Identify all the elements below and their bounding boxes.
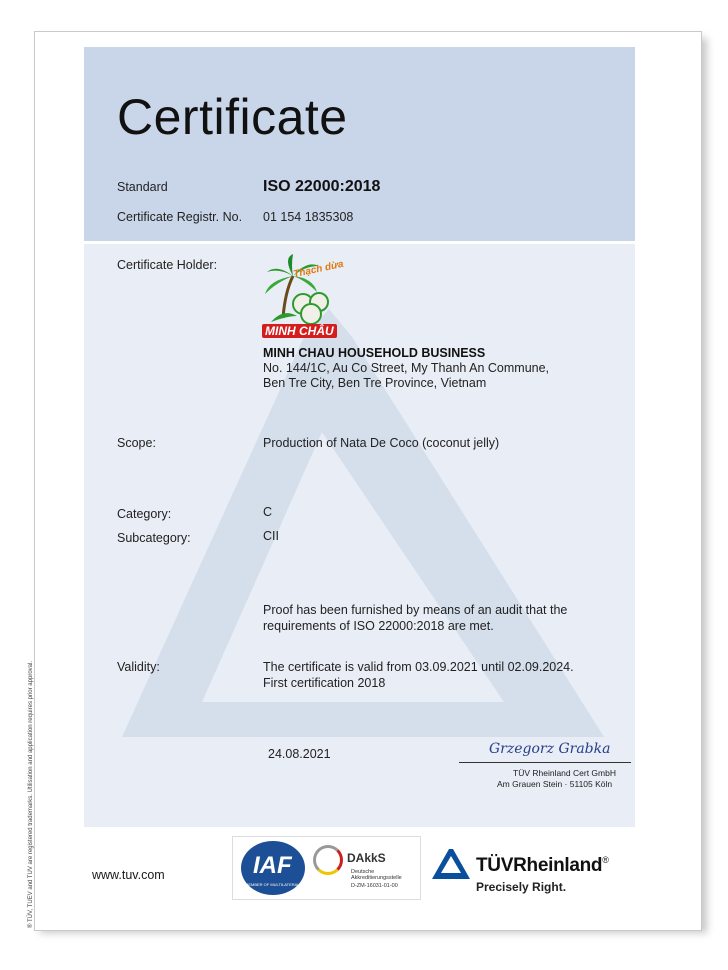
- scope-label: Scope:: [117, 436, 156, 450]
- subcategory-value: CII: [263, 529, 279, 543]
- registration-label: Certificate Registr. No.: [117, 210, 243, 224]
- iaf-ring-text: MEMBER OF MULTILATERAL RECOGNITION ARRANGEMENT: [245, 882, 361, 887]
- proof-line2: requirements of ISO 22000:2018 are met.: [263, 619, 494, 633]
- signature-line: [459, 762, 631, 763]
- dakks-ring-icon: [313, 845, 343, 875]
- category-value: C: [263, 505, 273, 519]
- validity-line1: The certificate is valid from 03.09.2021 until 02.09.2024.: [263, 660, 574, 674]
- tuv-triangle-icon: [432, 847, 470, 881]
- dakks-line1: Deutsche: [351, 869, 375, 875]
- issue-date: 24.08.2021: [268, 747, 331, 761]
- holder-logo: [263, 254, 353, 344]
- subcategory-label: Subcategory:: [117, 531, 191, 545]
- holder-address-line1: No. 144/1C, Au Co Street, My Thanh An Commune,: [263, 361, 550, 375]
- dakks-text: DAkkS: [347, 851, 386, 865]
- signature: Grzegorz Grabka: [489, 741, 611, 757]
- tuv-slogan: Precisely Right.: [476, 880, 567, 894]
- proof-line1: Proof has been furnished by means of an audit that the: [263, 603, 568, 617]
- iaf-text: IAF: [253, 852, 292, 879]
- standard-label: Standard: [117, 180, 168, 194]
- validity-line2: First certification 2018: [263, 676, 386, 690]
- issuer-line1: TÜV Rheinland Cert GmbH: [513, 768, 616, 778]
- issuer-line2: Am Grauen Stein · 51105 Köln: [497, 779, 613, 789]
- scope-value: Production of Nata De Coco (coconut jelly): [263, 436, 500, 450]
- tuv-brand: TÜVRheinland®: [476, 855, 609, 876]
- logo-brand: MINH CHÂU: [262, 324, 337, 338]
- validity-label: Validity:: [117, 660, 160, 674]
- dakks-line2: Akkreditierungsstelle: [351, 875, 402, 881]
- holder-address-line2: Ben Tre City, Ben Tre Province, Vietnam: [263, 376, 487, 390]
- page-title: Certificate: [117, 89, 348, 145]
- trademark-note: ® TÜV, TUEV and TUV are registered trademarks. Utilisation and application requires prior approval.: [28, 661, 34, 928]
- category-label: Category:: [117, 507, 172, 521]
- dakks-line3: D-ZM-16031-01-00: [351, 883, 398, 889]
- logo-tagline: Thạch dừa: [292, 258, 345, 281]
- standard-value: ISO 22000:2018: [263, 178, 381, 195]
- holder-label: Certificate Holder:: [117, 258, 218, 272]
- registration-value: 01 154 1835308: [263, 210, 354, 224]
- tuv-triangle-logo: [432, 847, 470, 881]
- footer-url: www.tuv.com: [92, 868, 165, 882]
- accreditation-logos: [232, 836, 421, 900]
- holder-name: MINH CHAU HOUSEHOLD BUSINESS: [263, 346, 486, 360]
